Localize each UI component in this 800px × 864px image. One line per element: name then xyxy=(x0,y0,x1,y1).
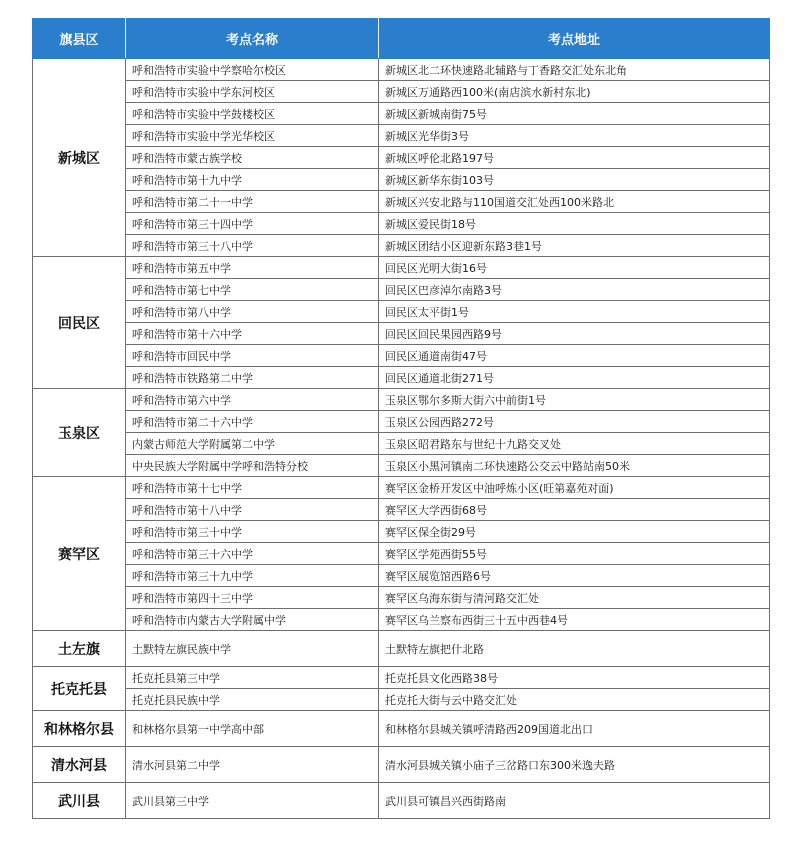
district-cell: 土左旗 xyxy=(33,631,126,667)
site-address-cell: 新城区团结小区迎新东路3巷1号 xyxy=(379,235,770,257)
district-cell: 和林格尔县 xyxy=(33,711,126,747)
table-row xyxy=(33,565,770,587)
site-name-cell: 呼和浩特市第三十四中学 xyxy=(126,213,379,235)
site-name-cell: 呼和浩特市第三十九中学 xyxy=(126,565,379,587)
site-address-cell: 赛罕区乌兰察布西街三十五中西巷4号 xyxy=(379,609,770,631)
site-name-cell: 呼和浩特市第十七中学 xyxy=(126,477,379,499)
site-name-cell: 土默特左旗民族中学 xyxy=(126,631,379,667)
site-name-cell: 中央民族大学附属中学呼和浩特分校 xyxy=(126,455,379,477)
site-address-cell: 托克托大街与云中路交汇处 xyxy=(379,689,770,711)
site-address-cell: 托克托县文化西路38号 xyxy=(379,667,770,689)
table-row xyxy=(33,169,770,191)
site-name-cell: 呼和浩特市实验中学鼓楼校区 xyxy=(126,103,379,125)
table-row xyxy=(33,477,770,499)
site-address-cell: 回民区巴彦淖尔南路3号 xyxy=(379,279,770,301)
table-row xyxy=(33,323,770,345)
site-name-cell: 呼和浩特市第五中学 xyxy=(126,257,379,279)
table-row xyxy=(33,125,770,147)
site-name-cell: 呼和浩特市第三十中学 xyxy=(126,521,379,543)
site-name-cell: 呼和浩特市蒙古族学校 xyxy=(126,147,379,169)
table-row xyxy=(33,235,770,257)
table-row xyxy=(33,411,770,433)
site-address-cell: 新城区兴安北路与110国道交汇处西100米路北 xyxy=(379,191,770,213)
table-row xyxy=(33,191,770,213)
table-row xyxy=(33,301,770,323)
site-name-cell: 呼和浩特市第二十一中学 xyxy=(126,191,379,213)
site-name-cell: 呼和浩特市第三十六中学 xyxy=(126,543,379,565)
site-address-cell: 玉泉区昭君路东与世纪十九路交叉处 xyxy=(379,433,770,455)
table-row xyxy=(33,455,770,477)
district-cell: 赛罕区 xyxy=(33,477,126,631)
table-body xyxy=(33,59,770,819)
site-name-cell: 呼和浩特市实验中学光华校区 xyxy=(126,125,379,147)
site-address-cell: 武川县可镇昌兴西街路南 xyxy=(379,783,770,819)
table-row xyxy=(33,587,770,609)
table-row xyxy=(33,213,770,235)
site-address-cell: 回民区太平街1号 xyxy=(379,301,770,323)
district-cell: 玉泉区 xyxy=(33,389,126,477)
table-row xyxy=(33,367,770,389)
table-row xyxy=(33,609,770,631)
site-address-cell: 玉泉区小黑河镇南二环快速路公交云中路站南50米 xyxy=(379,455,770,477)
site-address-cell: 新城区新城南街75号 xyxy=(379,103,770,125)
site-address-cell: 新城区呼伦北路197号 xyxy=(379,147,770,169)
site-name-cell: 和林格尔县第一中学高中部 xyxy=(126,711,379,747)
site-address-cell: 玉泉区鄂尔多斯大街六中前街1号 xyxy=(379,389,770,411)
site-address-cell: 新城区新华东街103号 xyxy=(379,169,770,191)
site-name-cell: 呼和浩特市第十九中学 xyxy=(126,169,379,191)
table-row xyxy=(33,499,770,521)
site-address-cell: 新城区北二环快速路北辅路与丁香路交汇处东北角 xyxy=(379,59,770,81)
site-name-cell: 托克托县民族中学 xyxy=(126,689,379,711)
header-district: 旗县区 xyxy=(33,19,126,59)
site-name-cell: 呼和浩特市内蒙古大学附属中学 xyxy=(126,609,379,631)
site-address-cell: 回民区光明大街16号 xyxy=(379,257,770,279)
table-row xyxy=(33,257,770,279)
site-address-cell: 回民区通道南街47号 xyxy=(379,345,770,367)
site-address-cell: 新城区光华街3号 xyxy=(379,125,770,147)
table-row xyxy=(33,689,770,711)
header-name: 考点名称 xyxy=(126,19,379,59)
site-name-cell: 呼和浩特市实验中学察哈尔校区 xyxy=(126,59,379,81)
table-row xyxy=(33,389,770,411)
site-name-cell: 呼和浩特市第二十六中学 xyxy=(126,411,379,433)
table-row xyxy=(33,711,770,747)
site-address-cell: 赛罕区学苑西街55号 xyxy=(379,543,770,565)
site-name-cell: 呼和浩特市第六中学 xyxy=(126,389,379,411)
table-row xyxy=(33,543,770,565)
site-name-cell: 托克托县第三中学 xyxy=(126,667,379,689)
site-name-cell: 呼和浩特市铁路第二中学 xyxy=(126,367,379,389)
exam-site-table-container xyxy=(32,18,769,819)
district-cell: 清水河县 xyxy=(33,747,126,783)
exam-site-table xyxy=(32,18,770,819)
district-cell: 回民区 xyxy=(33,257,126,389)
site-address-cell: 新城区爱民街18号 xyxy=(379,213,770,235)
table-row xyxy=(33,747,770,783)
district-cell: 托克托县 xyxy=(33,667,126,711)
site-address-cell: 赛罕区大学西街68号 xyxy=(379,499,770,521)
site-name-cell: 呼和浩特市第七中学 xyxy=(126,279,379,301)
table-row xyxy=(33,521,770,543)
site-name-cell: 呼和浩特市回民中学 xyxy=(126,345,379,367)
district-cell: 武川县 xyxy=(33,783,126,819)
table-row xyxy=(33,103,770,125)
site-address-cell: 清水河县城关镇小庙子三岔路口东300米逸夫路 xyxy=(379,747,770,783)
table-row xyxy=(33,667,770,689)
site-address-cell: 新城区万通路西100米(南店滨水新村东北) xyxy=(379,81,770,103)
site-address-cell: 回民区回民果园西路9号 xyxy=(379,323,770,345)
site-address-cell: 赛罕区展览馆西路6号 xyxy=(379,565,770,587)
site-name-cell: 呼和浩特市第四十三中学 xyxy=(126,587,379,609)
table-header xyxy=(33,19,770,59)
site-address-cell: 土默特左旗把什北路 xyxy=(379,631,770,667)
table-row xyxy=(33,783,770,819)
table-row xyxy=(33,345,770,367)
site-name-cell: 武川县第三中学 xyxy=(126,783,379,819)
site-name-cell: 呼和浩特市第八中学 xyxy=(126,301,379,323)
site-name-cell: 呼和浩特市第十八中学 xyxy=(126,499,379,521)
site-name-cell: 呼和浩特市第十六中学 xyxy=(126,323,379,345)
header-row xyxy=(33,19,770,59)
site-address-cell: 赛罕区金桥开发区中油呼炼小区(旺第嘉苑对面) xyxy=(379,477,770,499)
table-row xyxy=(33,59,770,81)
site-address-cell: 回民区通道北街271号 xyxy=(379,367,770,389)
site-address-cell: 赛罕区乌海东街与清河路交汇处 xyxy=(379,587,770,609)
site-name-cell: 清水河县第二中学 xyxy=(126,747,379,783)
site-address-cell: 和林格尔县城关镇呼清路西209国道北出口 xyxy=(379,711,770,747)
table-row xyxy=(33,433,770,455)
table-row xyxy=(33,279,770,301)
site-name-cell: 呼和浩特市实验中学东河校区 xyxy=(126,81,379,103)
site-name-cell: 呼和浩特市第三十八中学 xyxy=(126,235,379,257)
table-row xyxy=(33,147,770,169)
header-address: 考点地址 xyxy=(379,19,770,59)
site-name-cell: 内蒙古师范大学附属第二中学 xyxy=(126,433,379,455)
site-address-cell: 玉泉区公园西路272号 xyxy=(379,411,770,433)
table-row xyxy=(33,81,770,103)
table-row xyxy=(33,631,770,667)
site-address-cell: 赛罕区保全街29号 xyxy=(379,521,770,543)
district-cell: 新城区 xyxy=(33,59,126,257)
